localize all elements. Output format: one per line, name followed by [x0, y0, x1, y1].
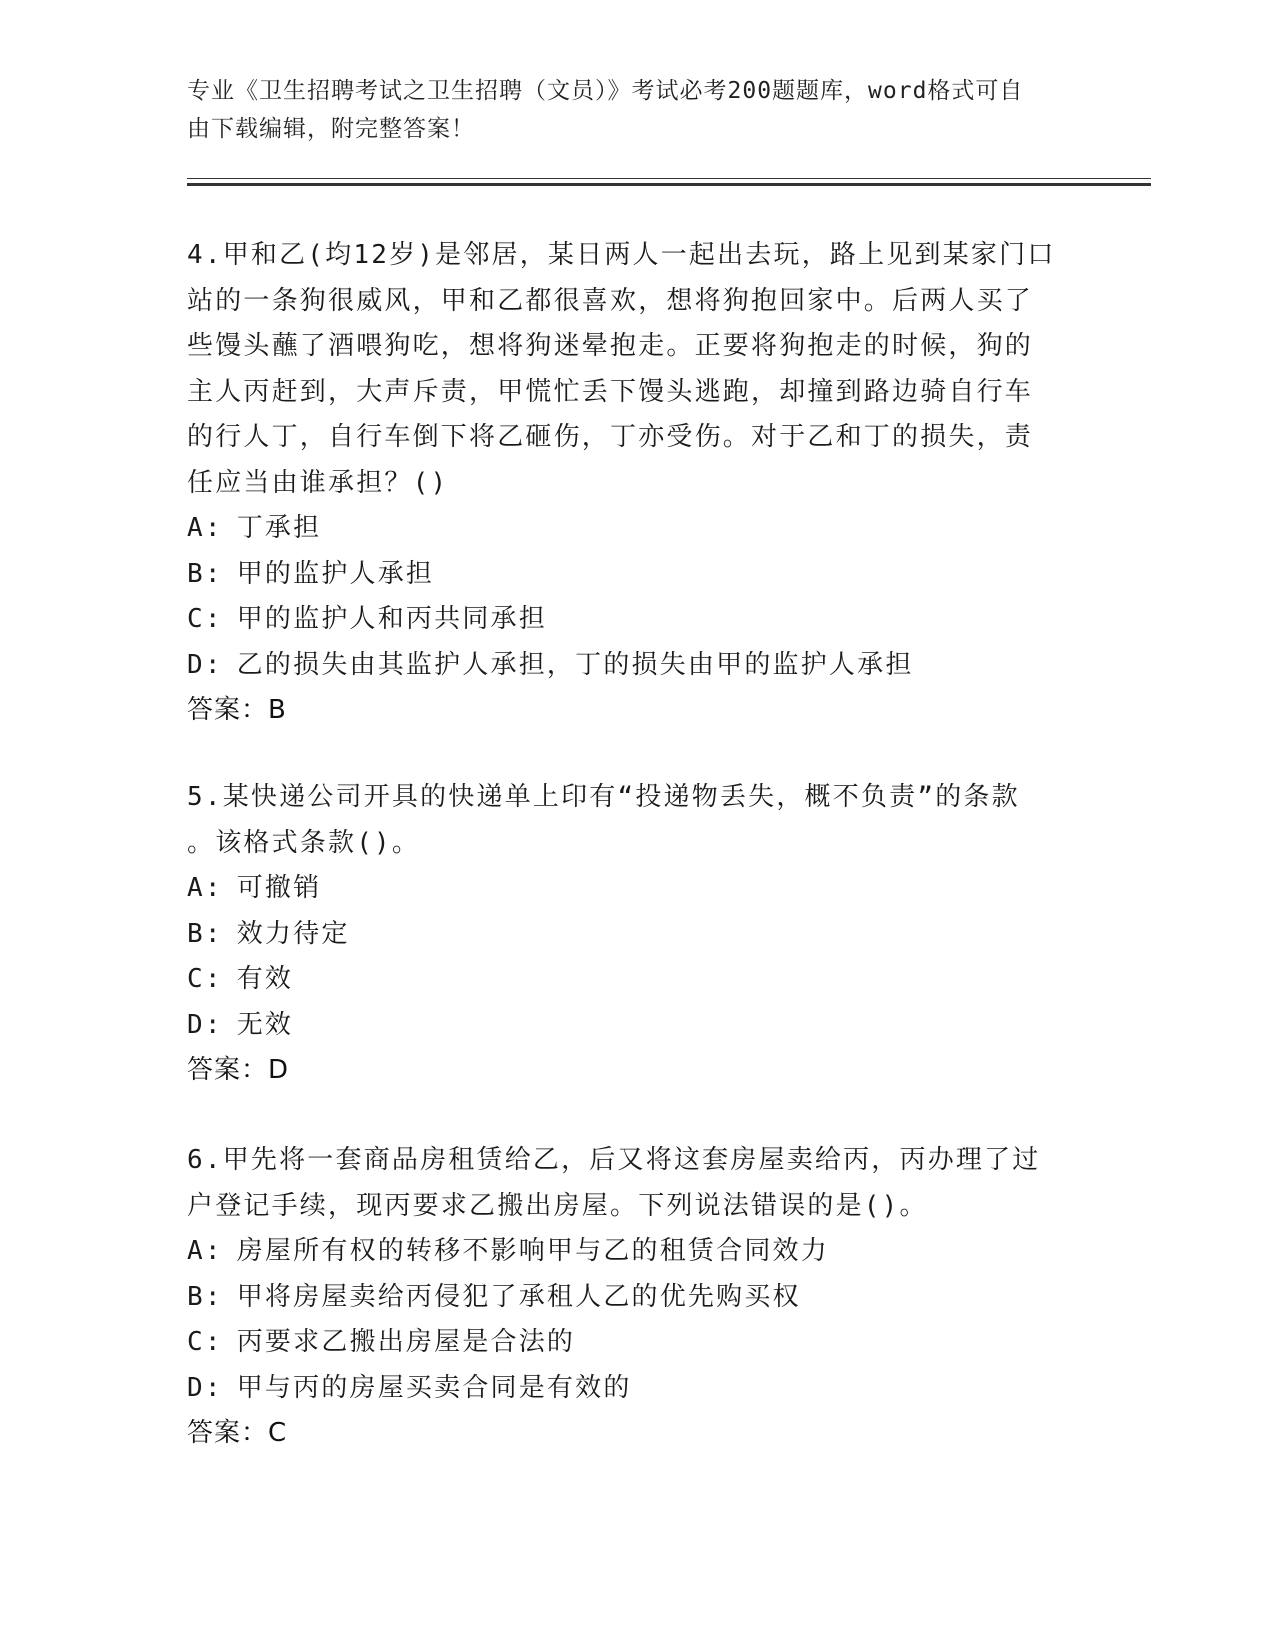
- header-line-1: 专业《卫生招聘考试之卫生招聘（文员）》考试必考200题题库，word格式可自: [187, 78, 1024, 104]
- option-d: [187, 1003, 1087, 1049]
- question-6: [187, 1138, 1087, 1457]
- option-text: 甲的监护人和丙共同承担: [236, 604, 547, 634]
- stem-line: 些馒头蘸了酒喂狗吃，想将狗迷晕抱走。正要将狗抱走的时候，狗的: [187, 331, 1034, 361]
- question-stem: [187, 233, 1087, 506]
- header-line-2: 由下载编辑，附完整答案！: [187, 116, 475, 142]
- option-text: 甲与丙的房屋买卖合同是有效的: [236, 1372, 632, 1403]
- option-key: C:: [187, 604, 223, 634]
- question-4: [187, 233, 1087, 734]
- answer-label: 答案：D: [187, 1055, 290, 1085]
- stem-line: 的行人丁，自行车倒下将乙砸伤，丁亦受伤。对于乙和丁的损失，责: [187, 422, 1034, 452]
- option-text: 可撤销: [236, 873, 322, 903]
- option-key: D:: [187, 1372, 223, 1403]
- option-c: [187, 957, 1087, 1003]
- question-stem: [187, 1138, 1087, 1229]
- question-5: [187, 775, 1087, 1094]
- option-text: 丁承担: [236, 513, 322, 543]
- option-b: [187, 912, 1087, 958]
- stem-line: 。该格式条款()。: [187, 827, 421, 858]
- option-key: B:: [187, 1281, 223, 1312]
- stem-line: 4.甲和乙(均12岁)是邻居，某日两人一起出去玩，路上见到某家门口: [187, 240, 1056, 270]
- option-d: [187, 1366, 1087, 1412]
- option-a: [187, 1229, 1087, 1275]
- option-text: 无效: [236, 1009, 294, 1040]
- option-key: D:: [187, 1009, 223, 1040]
- option-text: 效力待定: [236, 918, 350, 949]
- header-divider-thick: [187, 183, 1151, 186]
- option-key: A:: [187, 1236, 223, 1266]
- answer-label: 答案：B: [187, 695, 287, 725]
- stem-line: 户登记手续，现丙要求乙搬出房屋。下列说法错误的是()。: [187, 1190, 928, 1221]
- option-key: B:: [187, 918, 223, 949]
- stem-line: 5.某快递公司开具的快递单上印有“投递物丢失，概不负责”的条款: [187, 782, 1020, 812]
- stem-line: 主人丙赶到，大声斥责，甲慌忙丢下馒头逃跑，却撞到路边骑自行车: [187, 376, 1034, 407]
- option-text: 丙要求乙搬出房屋是合法的: [236, 1327, 576, 1357]
- option-b: [187, 1275, 1087, 1321]
- document-header: [187, 72, 1067, 148]
- option-a: [187, 866, 1087, 912]
- option-text: 房屋所有权的转移不影响甲与乙的租赁合同效力: [236, 1236, 829, 1266]
- header-divider-thin: [187, 178, 1151, 179]
- option-text: 甲的监护人承担: [236, 558, 435, 589]
- option-key: A:: [187, 873, 223, 903]
- stem-line: 任应当由谁承担？(): [187, 467, 449, 498]
- option-c: [187, 1320, 1087, 1366]
- option-key: A:: [187, 513, 223, 543]
- option-text: 甲将房屋卖给丙侵犯了承租人乙的优先购买权: [236, 1281, 801, 1312]
- stem-line: 站的一条狗很威风，甲和乙都很喜欢，想将狗抱回家中。后两人买了: [187, 285, 1034, 316]
- option-b: [187, 552, 1087, 598]
- option-text: 有效: [236, 964, 294, 994]
- option-key: B:: [187, 558, 223, 589]
- option-key: C:: [187, 964, 223, 994]
- answer-label: 答案：C: [187, 1418, 288, 1448]
- option-key: C:: [187, 1327, 223, 1357]
- stem-line: 6.甲先将一套商品房租赁给乙，后又将这套房屋卖给丙，丙办理了过: [187, 1145, 1041, 1175]
- option-c: [187, 597, 1087, 643]
- option-d: [187, 643, 1087, 689]
- option-text: 乙的损失由其监护人承担，丁的损失由甲的监护人承担: [236, 649, 914, 680]
- option-a: [187, 506, 1087, 552]
- question-stem: [187, 775, 1087, 866]
- option-key: D:: [187, 649, 223, 680]
